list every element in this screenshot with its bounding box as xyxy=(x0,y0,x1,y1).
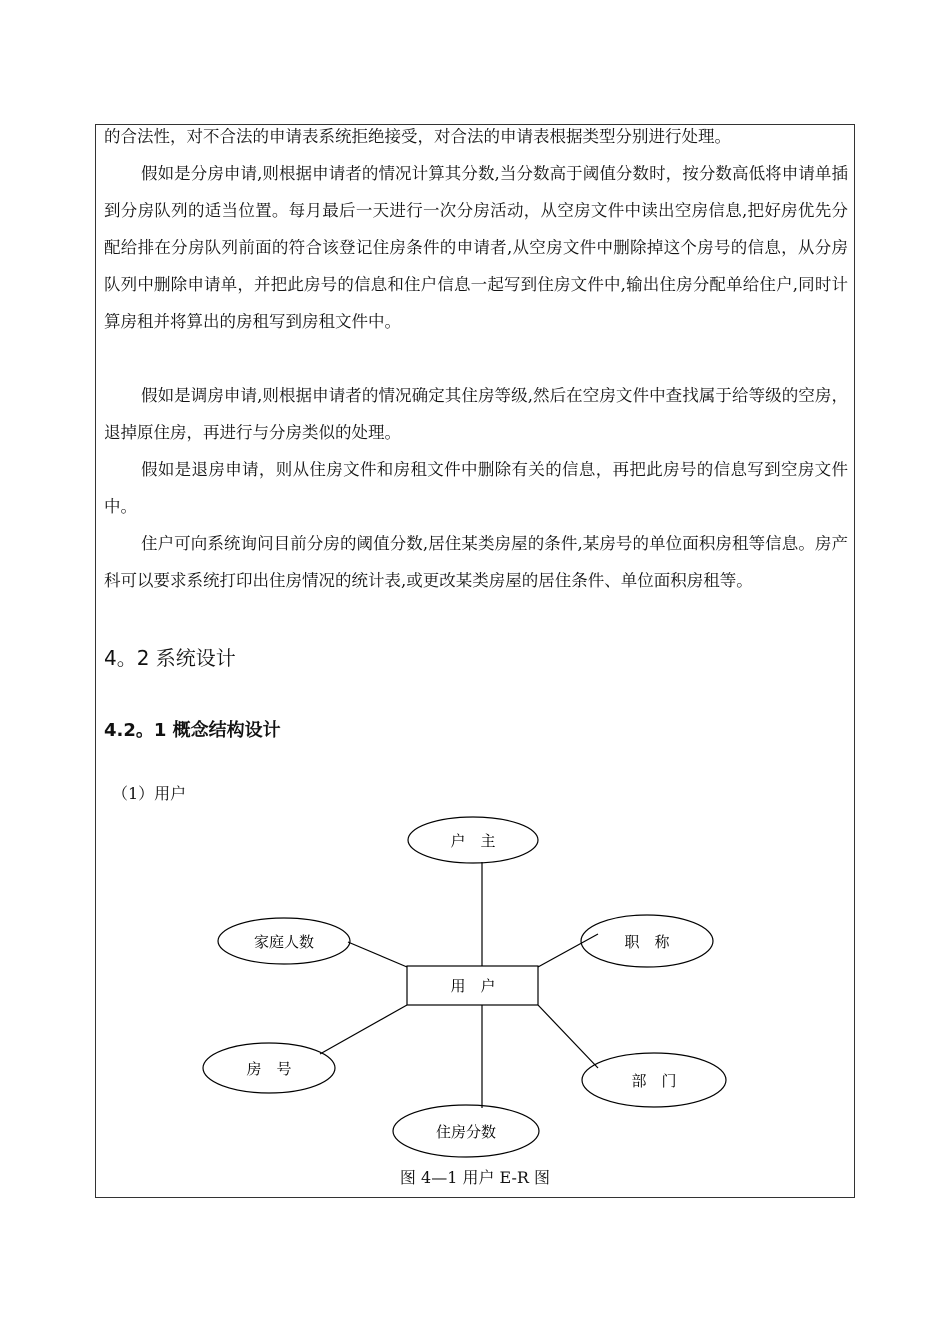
figure-caption: 图 4—1 用户 E-R 图 xyxy=(399,1168,551,1187)
subsection-heading: 4.2。1 概念结构设计 xyxy=(104,720,281,741)
attr-lower-left-label: 房 号 xyxy=(246,1060,292,1078)
attr-bottom-label: 住房分数 xyxy=(435,1123,497,1141)
attr-top-label: 户 主 xyxy=(450,832,496,850)
section-heading: 4。2 系统设计 xyxy=(104,646,236,670)
connector-lower-right xyxy=(538,1005,598,1068)
item-label: （1）用户 xyxy=(112,784,187,803)
paragraph-intro: 的合法性，对不合法的申请表系统拒绝接受，对合法的申请表根据类型分别进行处理。 xyxy=(104,127,731,146)
entity-label: 用 户 xyxy=(450,977,496,995)
paragraph-query: 住户可向系统询问目前分房的阈值分数,居住某类房屋的条件,某房号的单位面积房租等信息。房产科可以要求系统打印出住房情况的统计表,或更改某类房屋的居住条件、单位面积房租等。 xyxy=(104,534,848,590)
paragraph-checkout: 假如是退房申请，则从住房文件和房租文件中删除有关的信息，再把此房号的信息写到空房文件中。 xyxy=(104,460,848,516)
attr-lower-right-label: 部 门 xyxy=(631,1072,677,1090)
attr-upper-right-label: 职 称 xyxy=(624,933,670,951)
attr-upper-left-label: 家庭人数 xyxy=(253,933,315,951)
paragraph-transfer: 假如是调房申请,则根据申请者的情况确定其住房等级,然后在空房文件中查找属于给等级的空房，退掉原住房，再进行与分房类似的处理。 xyxy=(104,386,848,442)
connector-upper-left xyxy=(348,942,407,967)
connector-lower-left xyxy=(320,1005,407,1054)
connector-upper-right xyxy=(538,934,598,967)
paragraph-allocation: 假如是分房申请,则根据申请者的情况计算其分数,当分数高于阈值分数时，按分数高低将申请单插到分房队列的适当位置。每月最后一天进行一次分房活动，从空房文件中读出空房信息,把好房优先分配给排在分房队列前面的符合该登记住房条件的申请者,从空房文件中删除掉这个房号的信息，从分房队列中删除申请单，并把此房号的信息和住户信息一起写到住房文件中,输出住房分配单给住户,同时计算房租并将算出的房租写到房租文件中。 xyxy=(104,164,848,331)
